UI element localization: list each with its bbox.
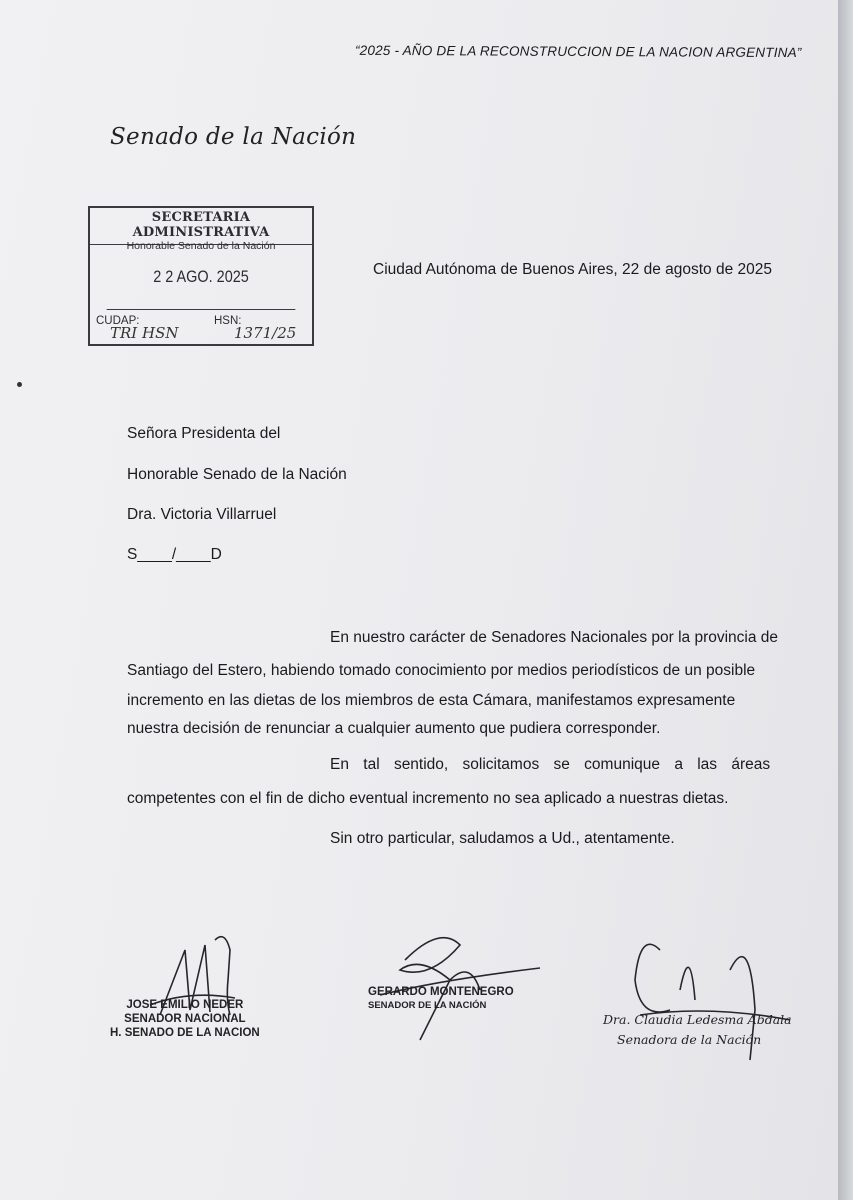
signature-2-title: SENADOR DE LA NACIÓN	[368, 1000, 487, 1011]
reception-stamp	[88, 206, 314, 346]
ink-speck	[17, 382, 22, 387]
signature-1-block	[110, 998, 260, 1040]
body-paragraph-1-line-2: Santiago del Estero, habiendo tomado conocimiento por medios periodísticos de un posible	[127, 662, 756, 679]
signature-2-name: GERARDO MONTENEGRO	[368, 986, 514, 998]
signature-1-title: SENADOR NACIONAL	[124, 1013, 246, 1025]
place-and-date: Ciudad Autónoma de Buenos Aires, 22 de agosto de 2025	[373, 261, 772, 278]
body-paragraph-2-line-2: competentes con el fin de dicho eventual incremento no sea aplicado a nuestras dietas.	[127, 790, 729, 807]
letterhead-title: Senado de la Nación	[110, 124, 357, 150]
header-motto: “2025 - AÑO DE LA RECONSTRUCCION DE LA NACION ARGENTINA”	[354, 42, 802, 61]
recipient-line-4: S____/____D	[127, 546, 222, 563]
stamp-header	[90, 208, 312, 252]
stamp-hsn-label: HSN:	[214, 315, 242, 327]
recipient-line-3: Dra. Victoria Villarruel	[127, 506, 277, 523]
signature-2-block	[368, 985, 514, 1013]
body-paragraph-1-line-3: incremento en las dietas de los miembros de esta Cámara, manifestamos expresamente	[127, 692, 736, 709]
signature-3-title: Senadora de la Nación	[617, 1032, 762, 1047]
background-edge	[838, 0, 853, 1200]
signature-1-chamber: H. SENADO DE LA NACION	[110, 1027, 260, 1039]
body-closing: Sin otro particular, saludamos a Ud., atentamente.	[330, 830, 675, 847]
body-paragraph-1-line-4: nuestra decisión de renunciar a cualquier aumento que pudiera corresponder.	[127, 720, 661, 737]
signature-1-name: JOSE EMILIO NEDER	[126, 999, 244, 1011]
recipient-line-1: Señora Presidenta del	[127, 425, 281, 442]
stamp-cudap-label: CUDAP:	[96, 315, 140, 327]
recipient-line-2: Honorable Senado de la Nación	[127, 466, 347, 483]
body-paragraph-2-line-1: En tal sentido, solicitamos se comunique a las áreas	[330, 756, 771, 773]
stamp-hsn-value: 1371/25	[234, 324, 297, 342]
stamp-cudap-value: TRI HSN	[110, 324, 179, 342]
stamp-subtitle: Honorable Senado de la Nación	[126, 240, 276, 252]
stamp-date: 2 2 AGO. 2025	[107, 245, 296, 310]
signature-3-name: Dra. Claudia Ledesma Abdala	[603, 1012, 792, 1027]
stamp-footer	[90, 310, 312, 342]
body-paragraph-1-line-1: En nuestro carácter de Senadores Nacionales por la provincia de	[330, 629, 779, 646]
signature-3-block	[603, 1010, 792, 1050]
stamp-title: SECRETARIA ADMINISTRATIVA	[132, 210, 270, 240]
